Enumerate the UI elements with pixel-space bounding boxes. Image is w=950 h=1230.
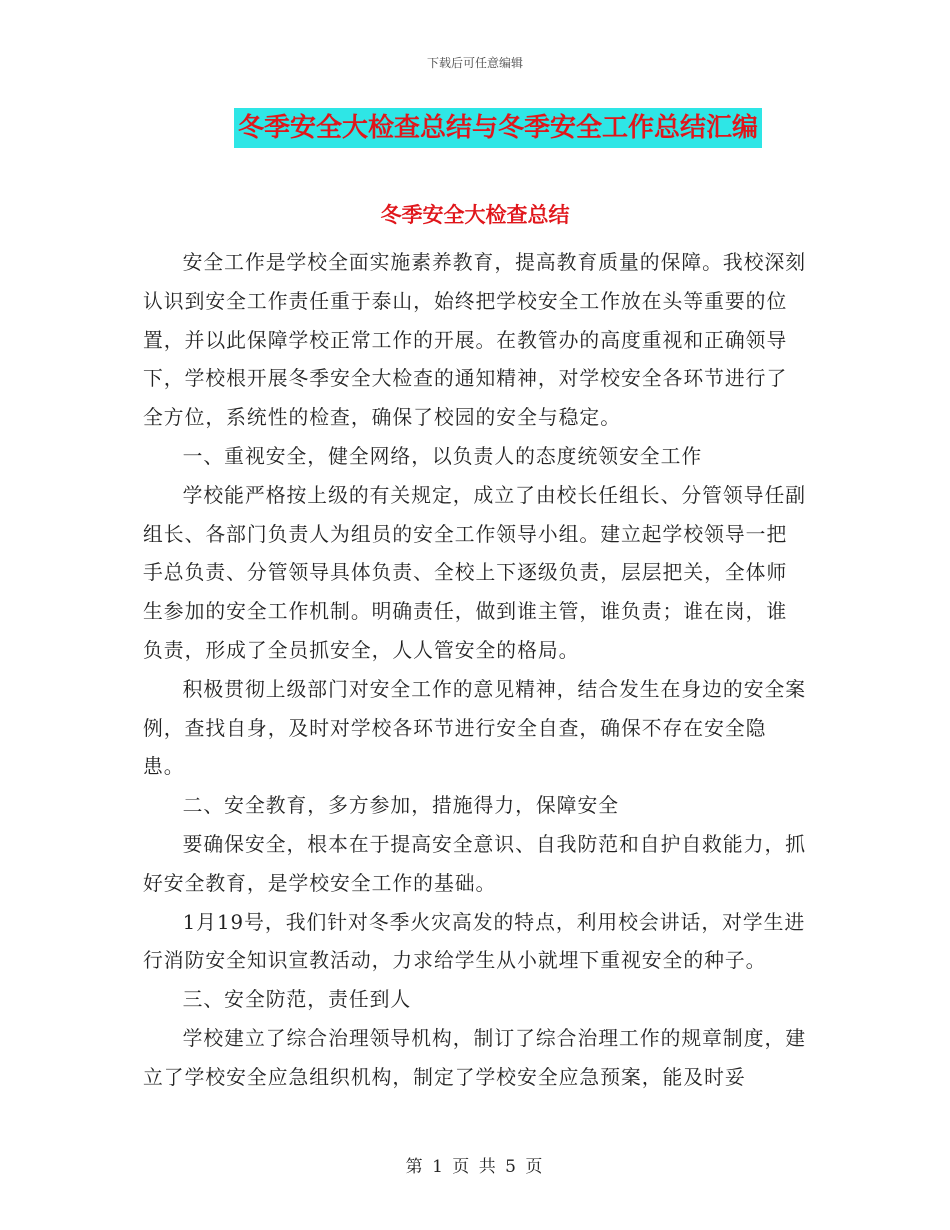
document-title-text: 冬季安全大检查总结与冬季安全工作总结汇编	[234, 108, 762, 148]
paragraph: 三、安全防范，责任到人	[182, 988, 412, 1012]
document-title	[0, 108, 950, 148]
page-footer: 第 1 页 共 5 页	[405, 1157, 545, 1177]
paragraph: 1月19号，我们针对冬季火灾高发的特点，利用校会讲话，对学生进行消防安全知识宣教活动，力求给学生从小就埋下重视安全的种子。	[143, 910, 806, 973]
paragraph: 一、重视安全，健全网络，以负责人的态度统领安全工作	[182, 444, 703, 468]
paragraph: 二、安全教育，多方参加，措施得力，保障安全	[182, 794, 620, 818]
paragraph: 学校能严格按上级的有关规定，成立了由校长任组长、分管领导任副组长、各部门负责人为组员的安全工作领导小组。建立起学校领导一把手总负责、分管领导具体负责、全校上下逐级负责，层层把关，全体师生参加的安全工作机制。明确责任，做到谁主管，谁负责；谁在岗，谁负责，形成了全员抓安全，人人管安全的格局。	[143, 483, 807, 662]
document-body	[143, 244, 807, 1098]
paragraph: 要确保安全，根本在于提高安全意识、自我防范和自护自救能力，抓好安全教育，是学校安全工作的基础。	[143, 832, 807, 895]
paragraph: 安全工作是学校全面实施素养教育，提高教育质量的保障。我校深刻认识到安全工作责任重于泰山，始终把学校安全工作放在头等重要的位置，并以此保障学校正常工作的开展。在教管办的高度重视和正确领导下，学校根开展冬季安全大检查的通知精神，对学校安全各环节进行了全方位，系统性的检查，确保了校园的安全与稳定。	[143, 251, 807, 430]
paragraph: 学校建立了综合治理领导机构，制订了综合治理工作的规章制度，建立了学校安全应急组织机构，制定了学校安全应急预案，能及时妥	[143, 1026, 807, 1089]
section-title: 冬季安全大检查总结	[380, 202, 570, 227]
header-note: 下载后可任意编辑	[426, 56, 523, 70]
paragraph: 积极贯彻上级部门对安全工作的意见精神，结合发生在身边的安全案例，查找自身，及时对学校各环节进行安全自查，确保不存在安全隐患。	[143, 677, 807, 779]
